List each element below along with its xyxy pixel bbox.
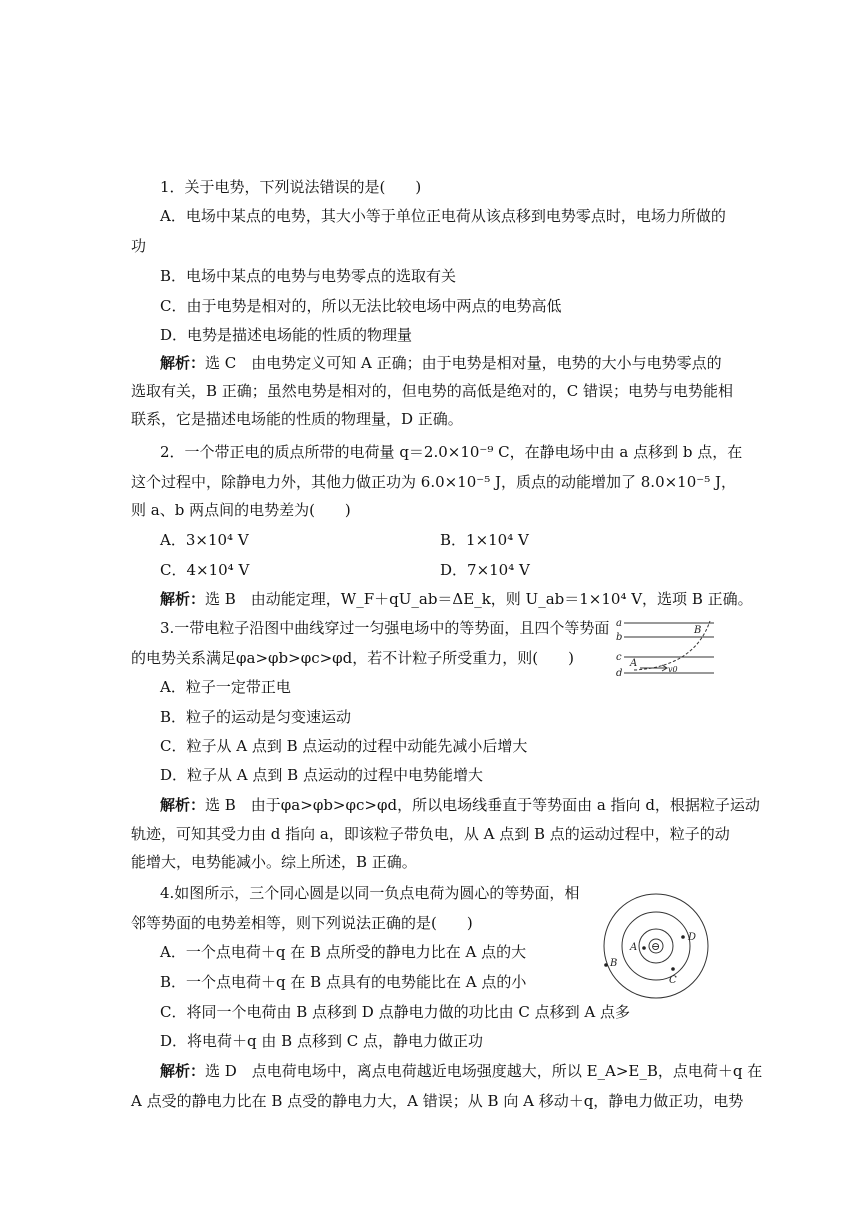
label-a: a <box>616 618 622 629</box>
solution-label: 解析： <box>160 590 206 608</box>
q2-solution: 解析：选 B 由动能定理，W_F＋qU_ab＝ΔE_k，则 U_ab＝1×10⁴ V，选项 B 正确。 <box>160 590 753 608</box>
point-A-dot <box>642 946 646 950</box>
q2-option-a: A．3×10⁴ V <box>160 531 249 549</box>
q4-stem-line1: 4.如图所示，三个同心圆是以同一负点电荷为圆心的等势面，相 <box>160 884 580 902</box>
label-d: d <box>616 668 623 679</box>
label-c: c <box>616 652 622 663</box>
solution-label: 解析： <box>160 354 206 372</box>
q3-solution-line3: 能增大，电势能减小。综上所述，B 正确。 <box>131 853 417 871</box>
label-v0: v0 <box>668 665 678 674</box>
q1-stem: 1．关于电势，下列说法错误的是( ) <box>160 178 422 196</box>
point-D-dot <box>681 935 685 939</box>
q1-option-a-line1: A．电场中某点的电势，其大小等于单位正电荷从该点移到电势零点时，电场力所做的 <box>160 207 726 225</box>
q3-solution-line2: 轨迹，可知其受力由 d 指向 a，即该粒子带负电，从 A 点到 B 点的运动过程中，粒子的动 <box>131 825 730 843</box>
q2-stem-line2: 这个过程中，除静电力外，其他力做正功为 6.0×10⁻⁵ J，质点的动能增加了 8.0×10⁻⁵ J， <box>131 473 736 491</box>
label-point-B: B <box>610 958 618 969</box>
q4-option-a: A．一个点电荷＋q 在 B 点所受的静电力比在 A 点的大 <box>160 943 527 961</box>
q4-option-d: D．将电荷＋q 由 B 点移到 C 点，静电力做正功 <box>160 1032 483 1050</box>
q1-solution-line2: 选取有关，B 正确；虽然电势是相对的，但电势的高低是绝对的，C 错误；电势与电势能相 <box>131 382 734 400</box>
q4-solution-line2: A 点受的静电力比在 B 点受的静电力大，A 错误；从 B 向 A 移动＋q，静电力做正功，电势 <box>131 1092 744 1110</box>
q3-stem-line1: 3.一带电粒子沿图中曲线穿过一匀强电场中的等势面，且四个等势面 <box>160 619 610 637</box>
q3-option-c: C．粒子从 A 点到 B 点运动的过程中动能先减小后增大 <box>160 737 528 755</box>
q2-option-d: D．7×10⁴ V <box>440 561 530 579</box>
q2-option-b: B．1×10⁴ V <box>440 531 529 549</box>
q1-option-d: D．电势是描述电场能的性质的物理量 <box>160 326 413 344</box>
q4-stem-line2: 邻等势面的电势差相等，则下列说法正确的是( ) <box>131 914 473 932</box>
negative-charge-symbol: ⊖ <box>651 940 661 953</box>
q4-concentric-circles-figure <box>598 890 714 1006</box>
solution-label: 解析： <box>160 1062 206 1080</box>
q1-option-c: C．由于电势是相对的，所以无法比较电场中两点的电势高低 <box>160 297 562 315</box>
label-point-A: A <box>630 942 638 953</box>
q1-solution-line3: 联系，它是描述电场能的性质的物理量，D 正确。 <box>131 410 463 428</box>
q4-option-b: B．一个点电荷＋q 在 B 点具有的电势能比在 A 点的小 <box>160 973 527 991</box>
q4-option-c: C．将同一个电荷由 B 点移到 D 点静电力做的功比由 C 点移到 A 点多 <box>160 1003 630 1021</box>
q3-option-a: A．粒子一定带正电 <box>160 678 291 696</box>
q2-stem-line1: 2．一个带正电的质点所带的电荷量 q＝2.0×10⁻⁹ C，在静电场中由 a 点移到 b 点，在 <box>160 443 743 461</box>
q3-option-d: D．粒子从 A 点到 B 点运动的过程中电势能增大 <box>160 766 483 784</box>
label-point-C: C <box>669 975 677 986</box>
q1-option-a-line2: 功 <box>131 237 147 255</box>
q4-solution-line1: 解析：选 D 点电荷电场中，离点电荷越近电场强度越大，所以 E_A>E_B，点电荷＋q 在 <box>160 1062 763 1080</box>
q3-equipotential-figure <box>614 615 718 679</box>
q3-option-b: B．粒子的运动是匀变速运动 <box>160 708 352 726</box>
q1-option-b: B．电场中某点的电势与电势零点的选取有关 <box>160 267 457 285</box>
label-b: b <box>616 632 623 643</box>
point-B-dot <box>604 963 608 967</box>
q2-option-c: C．4×10⁴ V <box>160 561 250 579</box>
solution-label: 解析： <box>160 796 206 814</box>
label-point-B: B <box>694 625 702 636</box>
label-point-A: A <box>630 658 638 669</box>
q3-solution-line1: 解析：选 B 由于φa>φb>φc>φd，所以电场线垂直于等势面由 a 指向 d，根据粒子运动 <box>160 796 760 814</box>
label-point-D: D <box>688 932 697 943</box>
point-C-dot <box>671 967 675 971</box>
q1-solution-line1: 解析：选 C 由电势定义可知 A 正确；由于电势是相对量，电势的大小与电势零点的 <box>160 354 722 372</box>
q3-stem-line2: 的电势关系满足φa>φb>φc>φd，若不计粒子所受重力，则( ) <box>131 649 574 667</box>
q2-stem-line3: 则 a、b 两点间的电势差为( ) <box>131 501 351 519</box>
